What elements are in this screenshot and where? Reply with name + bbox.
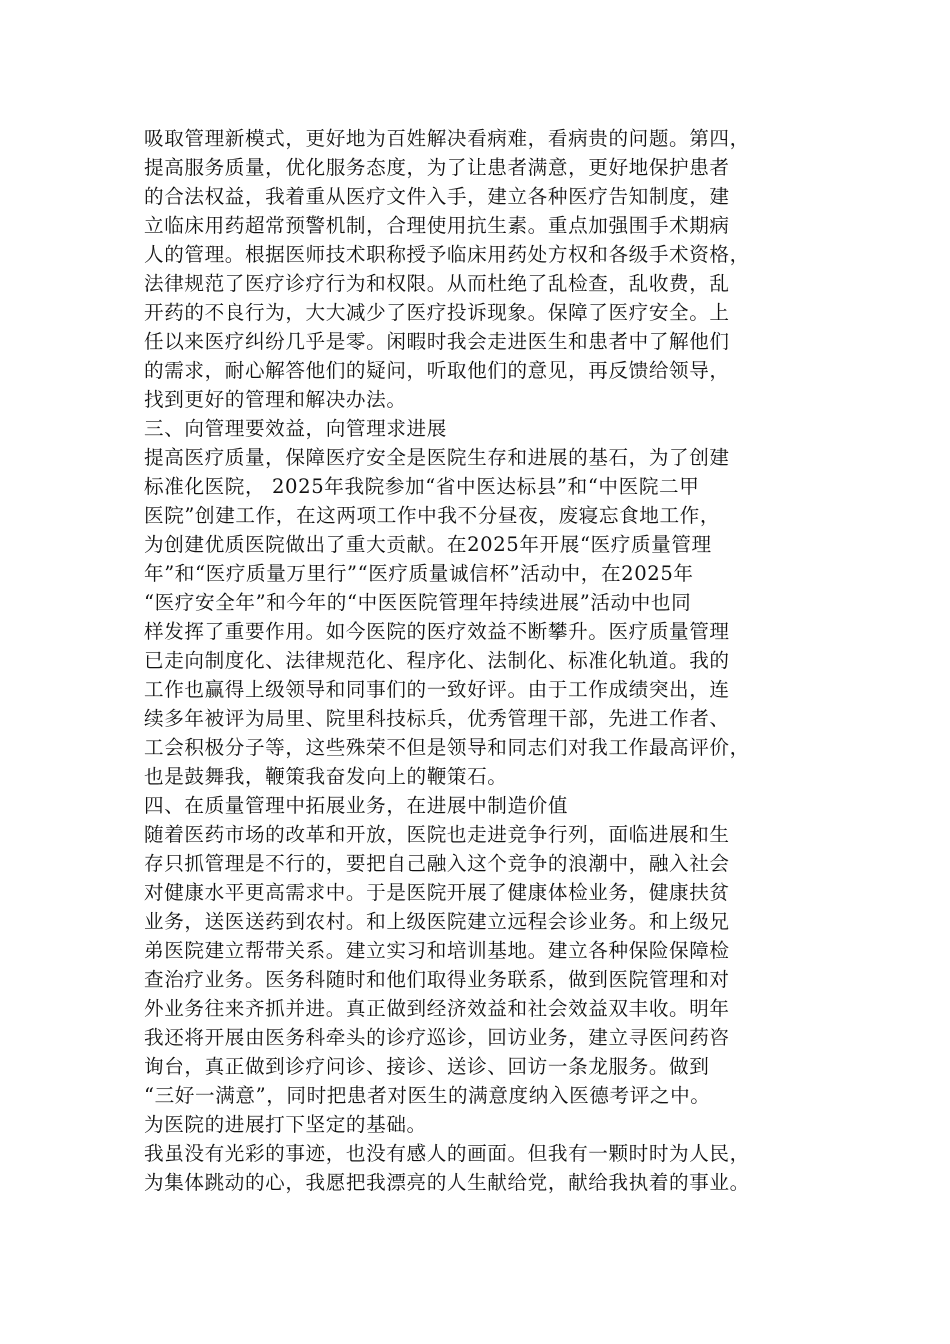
text-line: 对健康水平更高需求中。于是医院开展了健康体检业务，健康扶贫 xyxy=(144,881,730,904)
section-heading: 三、向管理要效益，向管理求进展 xyxy=(144,417,447,440)
text-line: 工会积极分子等，这些殊荣不但是领导和同志们对我工作最高评价， xyxy=(144,736,750,759)
text-line: 人的管理。根据医师技术职称授予临床用药处方权和各级手术资格， xyxy=(144,243,750,266)
text-line: 提高医疗质量，保障医疗安全是医院生存和进展的基石，为了创建 xyxy=(144,446,730,469)
text-line: 存只抓管理是不行的，要把自己融入这个竞争的浪潮中，融入社会 xyxy=(144,852,730,875)
text-line: 续多年被评为局里、院里科技标兵，优秀管理干部，先进工作者、 xyxy=(144,707,730,730)
text-line: 医院”创建工作，在这两项工作中我不分昼夜，废寝忘食地工作， xyxy=(144,504,721,527)
text-line: 年”和“医疗质量万里行”“医疗质量诚信杯”活动中，在2025年 xyxy=(144,562,694,585)
text-line: 的需求，耐心解答他们的疑问，听取他们的意见，再反馈给领导， xyxy=(144,359,730,382)
text-line: 吸取管理新模式，更好地为百姓解决看病难，看病贵的问题。第四， xyxy=(144,127,750,150)
text-line: 业务，送医送药到农村。和上级医院建立远程会诊业务。和上级兄 xyxy=(144,910,730,933)
text-line: “医疗安全年”和今年的“中医医院管理年持续进展”活动中也同 xyxy=(144,591,692,614)
text-line: 为医院的进展打下坚定的基础。 xyxy=(144,1113,427,1136)
text-line: 我虽没有光彩的事迹，也没有感人的画面。但我有一颗时时为人民， xyxy=(144,1142,750,1165)
document-body xyxy=(144,124,812,1197)
text-line: 为集体跳动的心，我愿把我漂亮的人生献给党，献给我执着的事业。 xyxy=(144,1171,750,1194)
text-line: 工作也赢得上级领导和同事们的一致好评。由于工作成绩突出，连 xyxy=(144,678,730,701)
text-line: 任以来医疗纠纷几乎是零。闲暇时我会走进医生和患者中了解他们 xyxy=(144,330,730,353)
text-line: 开药的不良行为，大大减少了医疗投诉现象。保障了医疗安全。上 xyxy=(144,301,730,324)
text-line: 弟医院建立帮带关系。建立实习和培训基地。建立各种保险保障检 xyxy=(144,939,730,962)
text-line: 为创建优质医院做出了重大贡献。在2025年开展“医疗质量管理 xyxy=(144,533,712,556)
text-line: 询台，真正做到诊疗问诊、接诊、送诊、回访一条龙服务。做到 xyxy=(144,1055,710,1078)
text-line: “三好一满意”，同时把患者对医生的满意度纳入医德考评之中。 xyxy=(144,1084,711,1107)
text-line: 标准化医院， 2025年我院参加“省中医达标县”和“中医院二甲 xyxy=(144,475,700,498)
text-line: 提高服务质量，优化服务态度，为了让患者满意，更好地保护患者 xyxy=(144,156,730,179)
text-line: 查治疗业务。医务科随时和他们取得业务联系，做到医院管理和对 xyxy=(144,968,730,991)
text-line: 随着医药市场的改革和开放，医院也走进竞争行列，面临进展和生 xyxy=(144,823,730,846)
text-line: 立临床用药超常预警机制，合理使用抗生素。重点加强围手术期病 xyxy=(144,214,730,237)
text-line: 已走向制度化、法律规范化、程序化、法制化、标准化轨道。我的 xyxy=(144,649,730,672)
text-line: 的合法权益，我着重从医疗文件入手，建立各种医疗告知制度，建 xyxy=(144,185,730,208)
section-heading: 四、在质量管理中拓展业务，在进展中制造价值 xyxy=(144,794,569,817)
text-line: 找到更好的管理和解决办法。 xyxy=(144,388,407,411)
text-line: 法律规范了医疗诊疗行为和权限。从而杜绝了乱检查，乱收费，乱 xyxy=(144,272,730,295)
text-line: 外业务往来齐抓并进。真正做到经济效益和社会效益双丰收。明年 xyxy=(144,997,730,1020)
text-line: 样发挥了重要作用。如今医院的医疗效益不断攀升。医疗质量管理 xyxy=(144,620,730,643)
text-line: 我还将开展由医务科牵头的诊疗巡诊，回访业务，建立寻医问药咨 xyxy=(144,1026,730,1049)
text-line: 也是鼓舞我，鞭策我奋发向上的鞭策石。 xyxy=(144,765,508,788)
